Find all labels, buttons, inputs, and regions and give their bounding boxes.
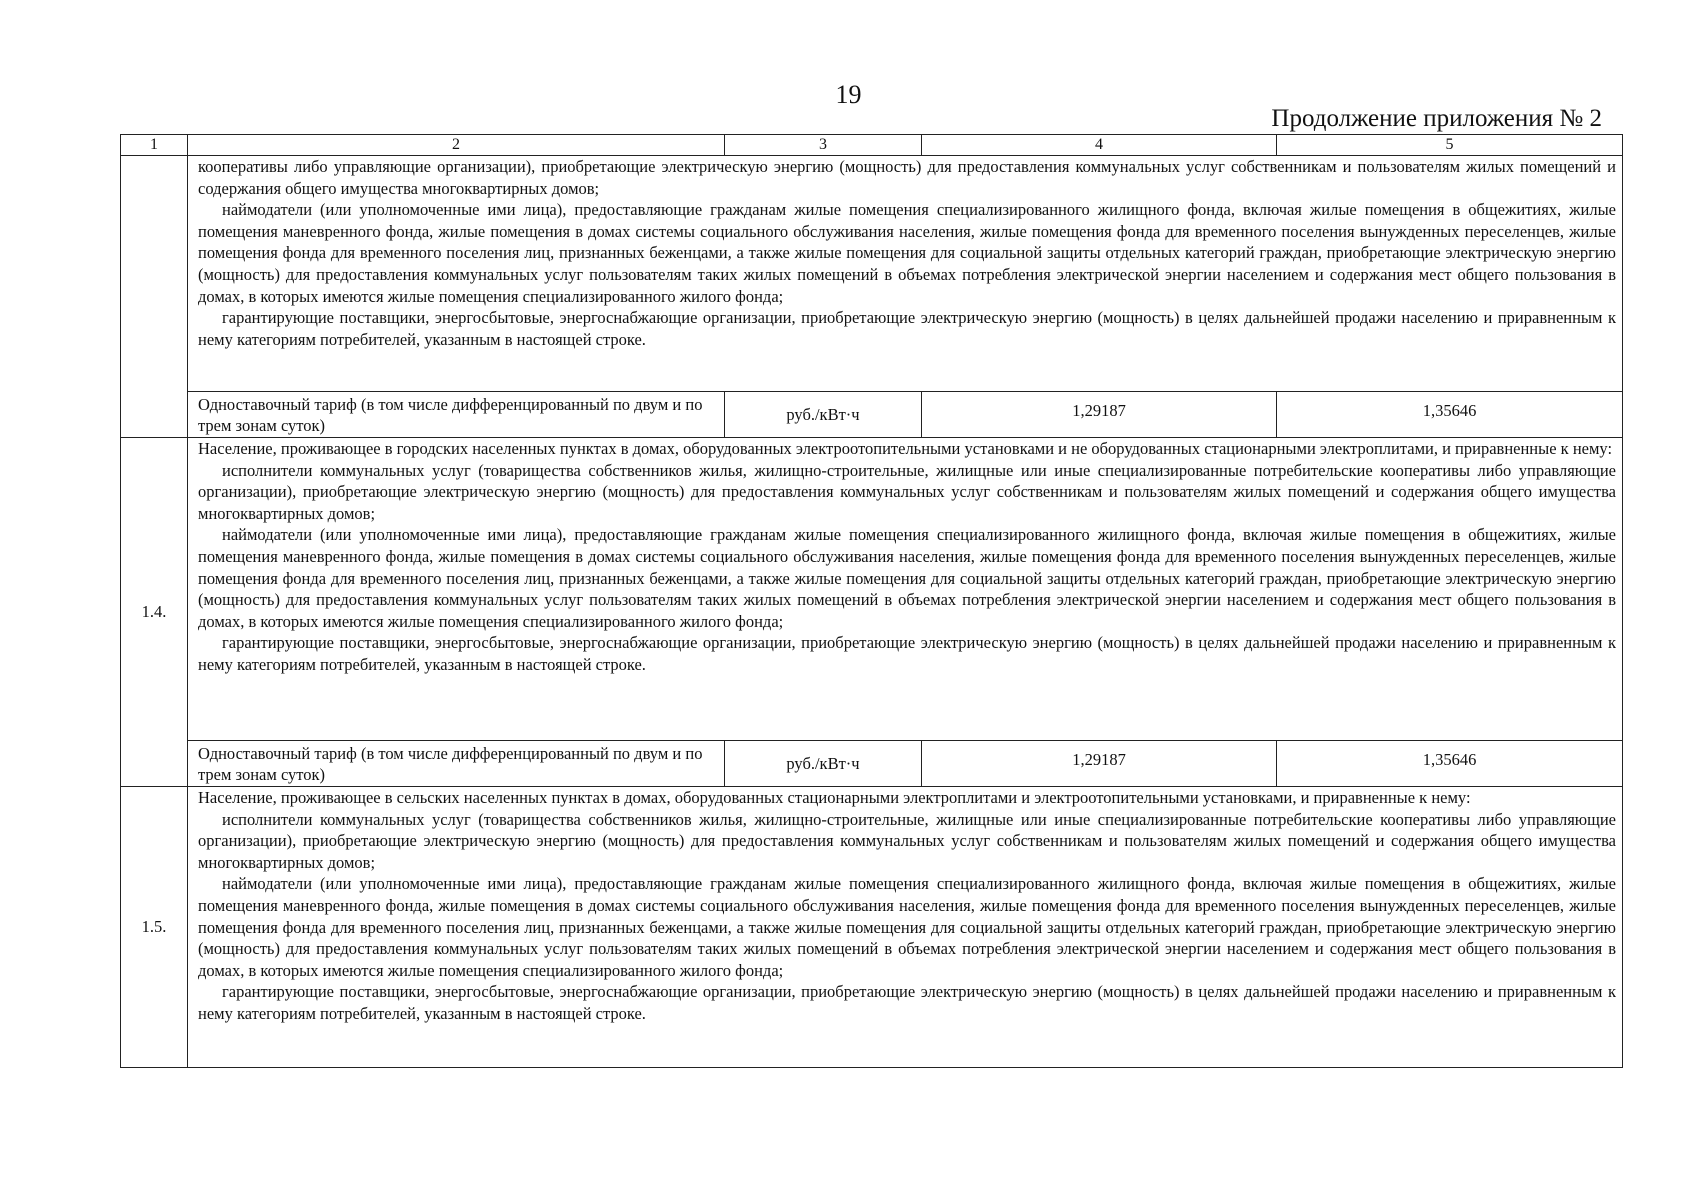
column-header-5: 5 [1277,135,1623,156]
section-description [188,156,1623,392]
tariff-row [121,741,1623,787]
tariff-label: Одноставочный тариф (в том числе дифференцированный по двум и по трем зонам суток) [188,741,725,787]
column-header-2: 2 [188,135,725,156]
row-number-continued [121,156,188,438]
tariff-unit: руб./кВт·ч [725,741,922,787]
paragraph: кооперативы либо управляющие организации), приобретающие электрическую энергию (мощность) для предоставления коммунальных услуг собственникам и пользователям жилых помещений и содержания общего имущества многоквартирных домов; [198,157,1616,198]
tariff-unit: руб./кВт·ч [725,392,922,438]
paragraph: гарантирующие поставщики, энергосбытовые, энергоснабжающие организации, приобретающие электрическую энергию (мощность) в целях дальнейшей продажи населению и приравненным к нему категориям потребителей, указанным в настоящей строке. [198,308,1616,349]
column-header-row [121,135,1623,156]
paragraph: наймодатели (или уполномоченные ими лица), предоставляющие гражданам жилые помещения специализированного жилищного фонда, включая жилые помещения в общежитиях, жилые помещения маневренного фонда, жилые помещения в домах системы социального обслуживания населения, жилые помещения фонда для временного поселения вынужденных переселенцев, жилые помещения фонда для временного поселения лиц, признанных беженцами, а также жилые помещения для социальной защиты отдельных категорий граждан, приобретающие электрическую энергию (мощность) для предоставления коммунальных услуг пользователям таких жилых помещений в объемах потребления электрической энергии населением и содержания мест общего пользования в домах, в которых имеются жилые помещения специализированного жилого фонда; [198,874,1616,980]
section-row-1-4 [121,438,1623,741]
paragraph: исполнители коммунальных услуг (товарищества собственников жилья, жилищно-строительные, жилищные или иные специализированные потребительские кооперативы либо управляющие организации), приобретающие электрическую энергию (мощность) для предоставления коммунальных услуг собственникам и пользователям жилых помещений и содержания общего имущества многоквартирных домов; [198,460,1616,523]
appendix-title: Продолжение приложения № 2 [1271,105,1602,132]
column-header-3: 3 [725,135,922,156]
page-number: 19 [835,80,862,109]
tariff-value-col5: 1,35646 [1277,741,1623,787]
paragraph: наймодатели (или уполномоченные ими лица), предоставляющие гражданам жилые помещения специализированного жилищного фонда, включая жилые помещения в общежитиях, жилые помещения маневренного фонда, жилые помещения в домах системы социального обслуживания населения, жилые помещения фонда для временного поселения вынужденных переселенцев, жилые помещения фонда для временного поселения лиц, признанных беженцами, а также жилые помещения для социальной защиты отдельных категорий граждан, приобретающие электрическую энергию (мощность) для предоставления коммунальных услуг пользователям таких жилых помещений в объемах потребления электрической энергии населением и содержания мест общего пользования в домах, в которых имеются жилые помещения специализированного жилого фонда; [198,525,1616,631]
tariff-table [120,134,1623,1068]
row-number-1-5: 1.5. [121,787,188,1068]
paragraph: Население, проживающее в сельских населенных пунктах в домах, оборудованных стационарными электроплитами и электроотопительными установками, и приравненные к нему: [198,788,1471,807]
paragraph: гарантирующие поставщики, энергосбытовые, энергоснабжающие организации, приобретающие электрическую энергию (мощность) в целях дальнейшей продажи населению и приравненным к нему категориям потребителей, указанным в настоящей строке. [198,633,1616,674]
tariff-row [121,392,1623,438]
section-description [188,787,1623,1068]
tariff-value-col4: 1,29187 [922,741,1277,787]
column-header-1: 1 [121,135,188,156]
section-row-continued [121,156,1623,392]
section-description [188,438,1623,741]
paragraph: наймодатели (или уполномоченные ими лица), предоставляющие гражданам жилые помещения специализированного жилищного фонда, включая жилые помещения в общежитиях, жилые помещения маневренного фонда, жилые помещения в домах системы социального обслуживания населения, жилые помещения фонда для временного поселения вынужденных переселенцев, жилые помещения фонда для временного поселения лиц, признанных беженцами, а также жилые помещения для социальной защиты отдельных категорий граждан, приобретающие электрическую энергию (мощность) для предоставления коммунальных услуг пользователям таких жилых помещений в объемах потребления электрической энергии населением и содержания мест общего пользования в домах, в которых имеются жилые помещения специализированного жилого фонда; [198,200,1616,306]
paragraph: Население, проживающее в городских населенных пунктах в домах, оборудованных электроотопительными установками и не оборудованных стационарными электроплитами, и приравненные к нему: [198,439,1613,458]
tariff-value-col4: 1,29187 [922,392,1277,438]
section-row-1-5 [121,787,1623,1068]
row-number-1-4: 1.4. [121,438,188,787]
tariff-label: Одноставочный тариф (в том числе дифференцированный по двум и по трем зонам суток) [188,392,725,438]
paragraph: гарантирующие поставщики, энергосбытовые, энергоснабжающие организации, приобретающие электрическую энергию (мощность) в целях дальнейшей продажи населению и приравненным к нему категориям потребителей, указанным в настоящей строке. [198,982,1616,1023]
tariff-value-col5: 1,35646 [1277,392,1623,438]
paragraph: исполнители коммунальных услуг (товарищества собственников жилья, жилищно-строительные, жилищные или иные специализированные потребительские кооперативы либо управляющие организации), приобретающие электрическую энергию (мощность) для предоставления коммунальных услуг собственникам и пользователям жилых помещений и содержания общего имущества многоквартирных домов; [198,809,1616,872]
column-header-4: 4 [922,135,1277,156]
